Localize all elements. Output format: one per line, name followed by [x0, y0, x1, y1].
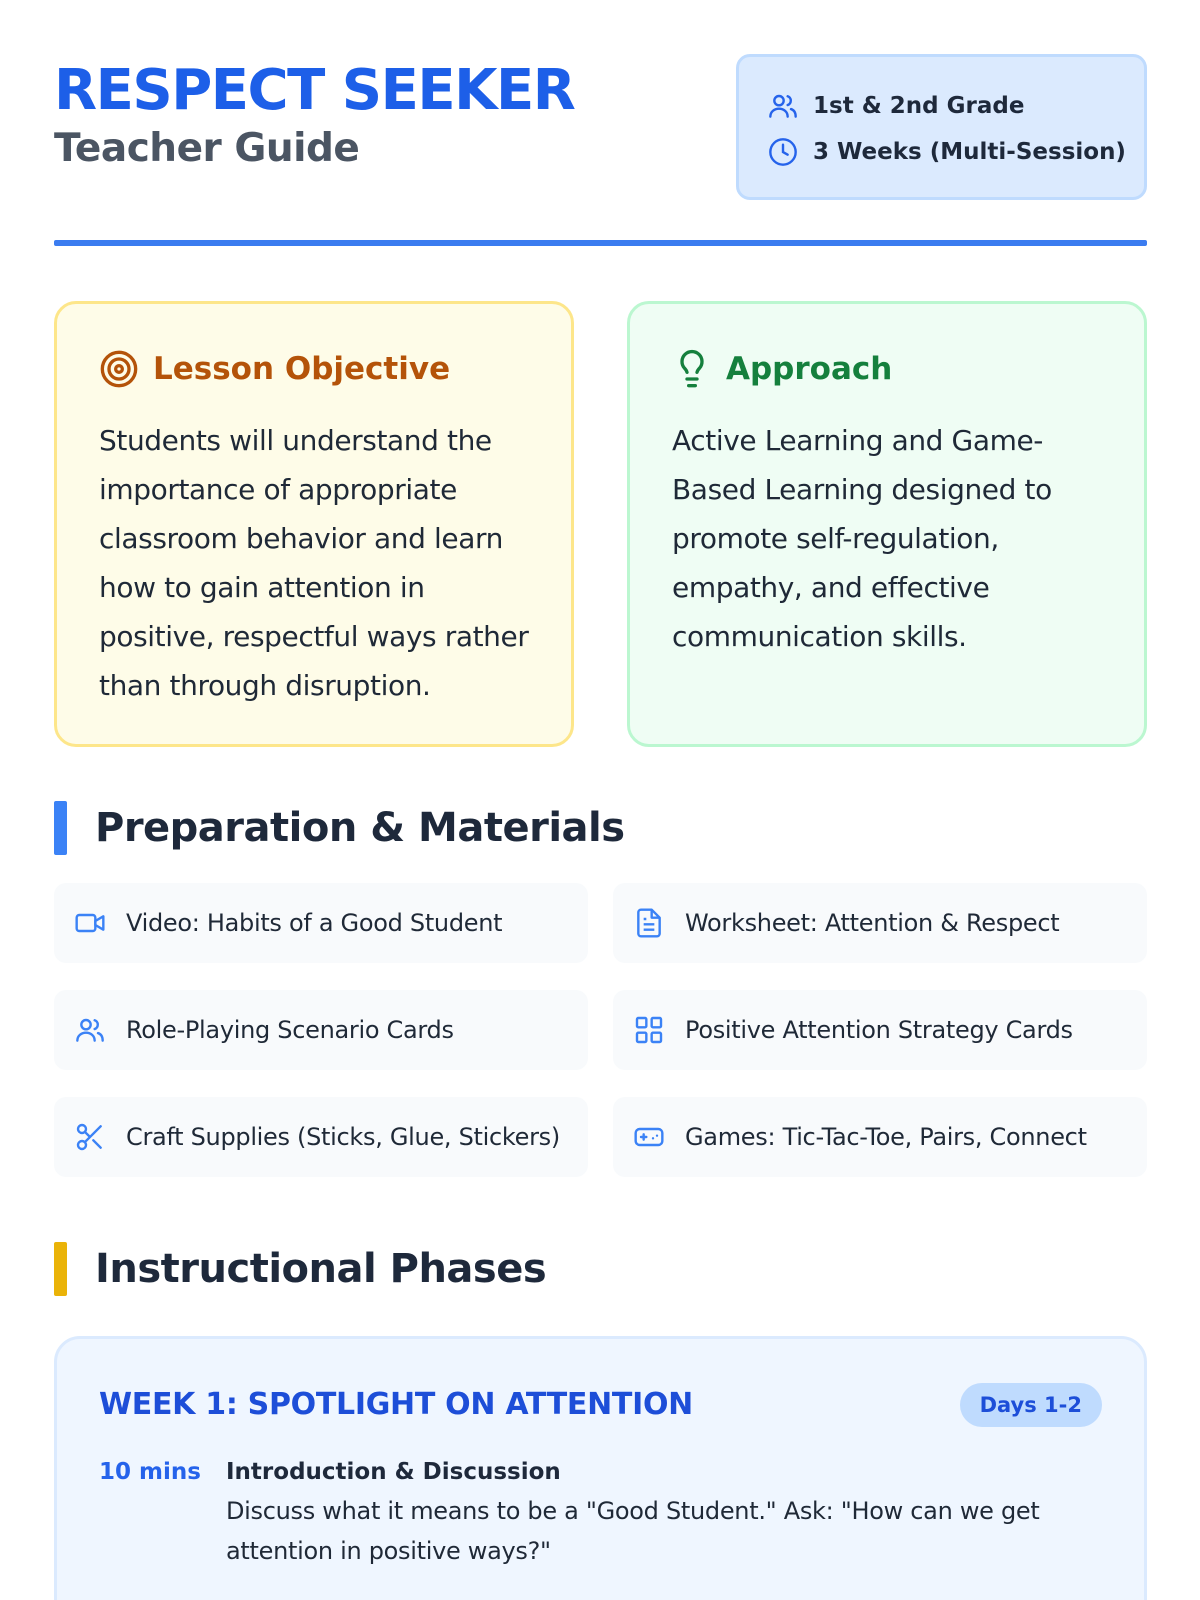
material-label: Craft Supplies (Sticks, Glue, Stickers) — [126, 1123, 560, 1151]
page-title: RESPECT SEEKER — [54, 58, 575, 123]
document-icon — [633, 907, 665, 939]
video-icon — [74, 907, 106, 939]
material-item — [54, 883, 588, 963]
material-item — [54, 1097, 588, 1177]
objective-card — [54, 301, 574, 747]
material-item — [613, 990, 1147, 1070]
material-item — [613, 883, 1147, 963]
clock-icon — [767, 136, 799, 168]
materials-title: Preparation & Materials — [95, 805, 625, 851]
grade-label: 1st & 2nd Grade — [813, 93, 1025, 119]
approach-card — [627, 301, 1147, 747]
objective-title: Lesson Objective — [153, 351, 451, 387]
section-accent-bar — [54, 801, 67, 855]
material-label: Role-Playing Scenario Cards — [126, 1016, 454, 1044]
phases-title: Instructional Phases — [95, 1246, 547, 1292]
phases-heading — [54, 1242, 546, 1296]
activity-name: Introduction & Discussion — [226, 1459, 561, 1485]
header-divider — [54, 240, 1147, 246]
week-title: WEEK 1: SPOTLIGHT ON ATTENTION — [99, 1387, 693, 1422]
objective-text: Students will understand the importance of appropriate classroom behavior and learn how to gain attention in positive, respectful ways rather than through disruption. — [99, 424, 529, 702]
material-label: Games: Tic-Tac-Toe, Pairs, Connect — [685, 1123, 1087, 1151]
grid-icon — [633, 1014, 665, 1046]
material-label: Positive Attention Strategy Cards — [685, 1016, 1073, 1044]
target-icon — [99, 349, 139, 389]
material-item — [54, 990, 588, 1070]
grade-row — [767, 83, 1144, 129]
approach-title: Approach — [726, 351, 893, 387]
gamepad-icon — [633, 1121, 665, 1153]
material-item — [613, 1097, 1147, 1177]
days-badge: Days 1-2 — [960, 1383, 1102, 1427]
activity-description: Discuss what it means to be a "Good Student." Ask: "How can we get attention in positive ways?" — [226, 1497, 1040, 1565]
materials-heading — [54, 801, 625, 855]
week-1-card — [54, 1336, 1147, 1600]
approach-text: Active Learning and Game-Based Learning designed to promote self-regulation, empathy, and effective communication skills. — [672, 424, 1052, 653]
material-label: Worksheet: Attention & Respect — [685, 909, 1060, 937]
lightbulb-icon — [672, 349, 712, 389]
activity-time: 10 mins — [99, 1459, 201, 1485]
users-icon — [74, 1014, 106, 1046]
scissors-icon — [74, 1121, 106, 1153]
material-label: Video: Habits of a Good Student — [126, 909, 503, 937]
page-header — [54, 54, 1147, 202]
section-accent-bar — [54, 1242, 67, 1296]
page-subtitle: Teacher Guide — [54, 126, 360, 171]
duration-label: 3 Weeks (Multi-Session) — [813, 139, 1126, 165]
lesson-info-box — [736, 54, 1147, 200]
duration-row — [767, 129, 1144, 175]
users-icon — [767, 90, 799, 122]
